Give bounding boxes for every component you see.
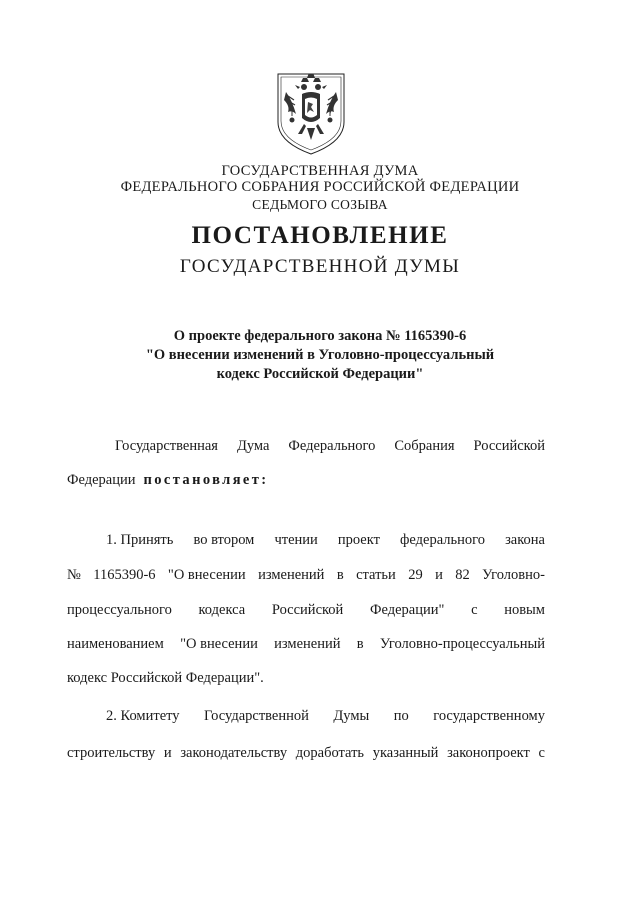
word: Государственной	[204, 708, 309, 724]
word: кодекс Российской Федерации".	[67, 670, 264, 686]
document-subtitle: ГОСУДАРСТВЕННОЙ ДУМЫ	[179, 256, 461, 277]
header-federal-assembly: ФЕДЕРАЛЬНОГО СОБРАНИЯ РОССИЙСКОЙ ФЕДЕРАЦИИ	[120, 179, 520, 195]
word: Государственная	[115, 438, 218, 454]
word: в	[336, 567, 344, 583]
word: "О внесении	[167, 567, 246, 583]
word: процессуального	[67, 602, 172, 618]
header-parliament: ГОСУДАРСТВЕННАЯ ДУМА	[221, 163, 419, 179]
preamble-line-1	[115, 436, 545, 456]
word: Дума	[236, 438, 270, 454]
word: закона	[505, 532, 545, 548]
word: изменений	[274, 636, 341, 652]
word: с	[538, 745, 545, 761]
subject-line-2: "О внесении изменений в Уголовно-процессуальный	[145, 347, 495, 363]
word: Уголовно-процессуальный	[379, 636, 545, 652]
word: во втором	[193, 532, 255, 548]
word: в	[356, 636, 364, 652]
word: строительству	[67, 745, 156, 761]
item1-line-3	[67, 600, 545, 620]
word: изменений	[258, 567, 325, 583]
word: Российской	[473, 438, 545, 454]
word: 1. Принять	[106, 532, 174, 548]
word: "О внесении	[180, 636, 258, 652]
coat-of-arms-emblem	[274, 70, 348, 156]
word: и	[435, 567, 443, 583]
word: с	[471, 602, 478, 618]
word: 82	[455, 567, 470, 583]
word: Уголовно-	[482, 567, 545, 583]
word: Федерального	[288, 438, 376, 454]
item1-line-2	[67, 565, 545, 585]
word: доработать	[295, 745, 365, 761]
item2-line-2	[67, 743, 545, 763]
word: 29	[408, 567, 423, 583]
preamble-line-2	[67, 470, 545, 490]
word: Российской	[271, 602, 344, 618]
resolves-word: постановляет:	[143, 472, 269, 488]
subject-line-1: О проекте федерального закона № 1165390-6	[173, 328, 467, 344]
word: законопроект	[447, 745, 530, 761]
word: проект	[337, 532, 380, 548]
word: указанный	[372, 745, 439, 761]
word: №	[67, 567, 81, 583]
word: 2. Комитету	[106, 708, 180, 724]
word: по	[393, 708, 409, 724]
header-convocation: СЕДЬМОГО СОЗЫВА	[252, 197, 388, 212]
subject-line-3: кодекс Российской Федерации"	[216, 366, 424, 382]
item2-line-1	[106, 706, 545, 726]
item1-line-1	[106, 530, 545, 550]
word: наименованием	[67, 636, 164, 652]
document-title: ПОСТАНОВЛЕНИЕ	[191, 222, 449, 249]
word: Думы	[333, 708, 370, 724]
word: чтении	[274, 532, 318, 548]
word: новым	[504, 602, 545, 618]
word: федерального	[400, 532, 485, 548]
item1-line-4	[67, 634, 545, 654]
word: Федерации	[67, 472, 136, 488]
word: законодательству	[180, 745, 288, 761]
item1-line-5	[67, 668, 545, 688]
word: и	[163, 745, 172, 761]
word: Федерации"	[370, 602, 445, 618]
word: Собрания	[394, 438, 455, 454]
word: кодекса	[198, 602, 246, 618]
word: статьи	[356, 567, 396, 583]
word: государственному	[433, 708, 545, 724]
word: 1165390-6	[93, 567, 156, 583]
